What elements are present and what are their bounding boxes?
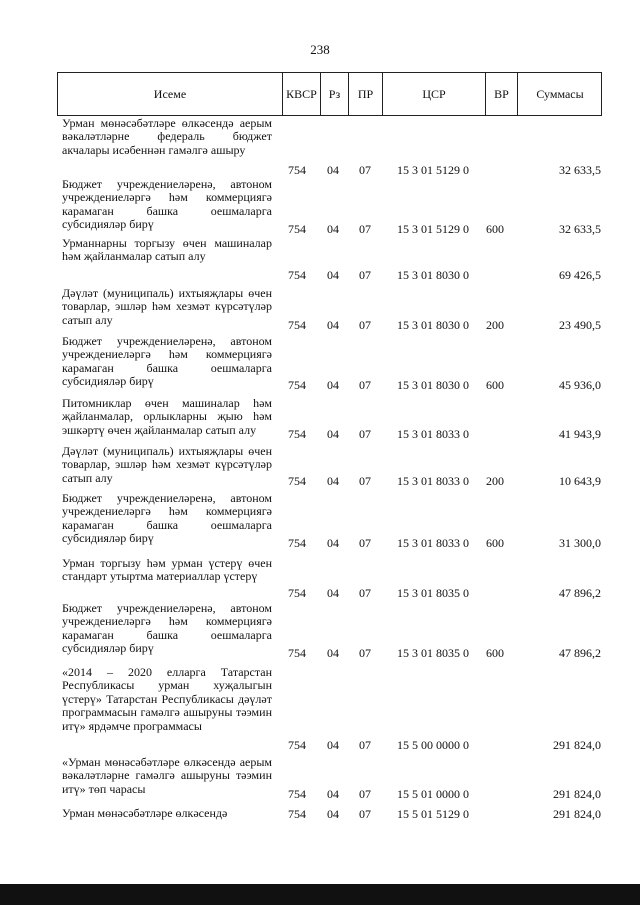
row-pr: 07 bbox=[359, 317, 371, 332]
row-kbsr: 754 bbox=[288, 806, 306, 821]
row-csr: 15 3 01 8033 0 bbox=[397, 473, 469, 488]
row-name: Дәүләт (муниципаль) ихтыяҗлары өчен товарлар, эшләр һәм хезмәт күрсәтүләр сатып алу bbox=[62, 286, 272, 327]
row-name: «2014 – 2020 елларга Татарстан Республикасы урман хуҗалыгын үстерү» Татарстан Республикасы дәүләт программасын гамәлгә ашыруны тәэмин итү» ярдәмче программасы bbox=[62, 665, 272, 733]
row-pr: 07 bbox=[359, 585, 371, 600]
row-csr: 15 5 01 0000 0 bbox=[397, 786, 469, 801]
row-sum: 47 896,2 bbox=[559, 585, 601, 600]
table-row bbox=[0, 805, 640, 821]
row-sum: 32 633,5 bbox=[559, 162, 601, 177]
row-rz: 04 bbox=[327, 535, 339, 550]
row-csr: 15 3 01 8030 0 bbox=[397, 267, 469, 282]
row-csr: 15 3 01 8033 0 bbox=[397, 535, 469, 550]
row-sum: 291 824,0 bbox=[553, 806, 601, 821]
row-rz: 04 bbox=[327, 267, 339, 282]
table-row bbox=[0, 492, 640, 550]
row-rz: 04 bbox=[327, 645, 339, 660]
row-kbsr: 754 bbox=[288, 585, 306, 600]
row-vr: 200 bbox=[486, 473, 504, 488]
row-name: Урман мөнәсәбәтләре өлкәсендә bbox=[62, 806, 228, 820]
row-vr: 600 bbox=[486, 535, 504, 550]
row-name: Урманнарны торгызу өчен машиналар һәм җайланмалар сатып алу bbox=[62, 236, 272, 264]
table-row bbox=[0, 287, 640, 332]
row-vr: 200 bbox=[486, 317, 504, 332]
row-kbsr: 754 bbox=[288, 535, 306, 550]
row-csr: 15 3 01 8035 0 bbox=[397, 585, 469, 600]
row-kbsr: 754 bbox=[288, 645, 306, 660]
table-row bbox=[0, 178, 640, 236]
row-kbsr: 754 bbox=[288, 737, 306, 752]
table-row bbox=[0, 397, 640, 441]
row-rz: 04 bbox=[327, 317, 339, 332]
row-pr: 07 bbox=[359, 737, 371, 752]
row-sum: 32 633,5 bbox=[559, 221, 601, 236]
row-rz: 04 bbox=[327, 806, 339, 821]
row-rz: 04 bbox=[327, 585, 339, 600]
row-sum: 31 300,0 bbox=[559, 535, 601, 550]
row-name: Питомниклар өчен машиналар һәм җайланмалар, орлыкларны җыю һәм эшкәртү өчен җайланмалар сатып алу bbox=[62, 396, 272, 437]
row-name: Дәүләт (муниципаль) ихтыяҗлары өчен товарлар, эшләр һәм хезмәт күрсәтүләр сатып алу bbox=[62, 444, 272, 485]
row-kbsr: 754 bbox=[288, 377, 306, 392]
row-sum: 291 824,0 bbox=[553, 737, 601, 752]
row-sum: 69 426,5 bbox=[559, 267, 601, 282]
row-csr: 15 3 01 8030 0 bbox=[397, 377, 469, 392]
row-rz: 04 bbox=[327, 162, 339, 177]
row-rz: 04 bbox=[327, 737, 339, 752]
row-sum: 45 936,0 bbox=[559, 377, 601, 392]
row-csr: 15 3 01 5129 0 bbox=[397, 162, 469, 177]
row-name: Бюджет учреждениеләренә, автоном учреждениеләргә һәм коммерциягә карамаган башка оешмаларга субсидияләр бирү bbox=[62, 491, 272, 546]
row-name: Урман торгызу һәм урман үстерү өчен стандарт утыртма материаллар үстерү bbox=[62, 556, 272, 584]
table-row bbox=[0, 666, 640, 752]
row-kbsr: 754 bbox=[288, 267, 306, 282]
row-csr: 15 3 01 5129 0 bbox=[397, 221, 469, 236]
row-vr: 600 bbox=[486, 221, 504, 236]
row-kbsr: 754 bbox=[288, 473, 306, 488]
page-number: 238 bbox=[310, 42, 330, 57]
row-sum: 23 490,5 bbox=[559, 317, 601, 332]
row-rz: 04 bbox=[327, 473, 339, 488]
row-pr: 07 bbox=[359, 473, 371, 488]
row-kbsr: 754 bbox=[288, 786, 306, 801]
scan-border bbox=[0, 884, 640, 905]
row-pr: 07 bbox=[359, 535, 371, 550]
row-name: Урман мөнәсәбәтләре өлкәсендә аерым вәкаләтләрне федераль бюджет акчалары исәбеннән гамәлгә ашыру bbox=[62, 116, 272, 157]
row-rz: 04 bbox=[327, 786, 339, 801]
row-sum: 291 824,0 bbox=[553, 786, 601, 801]
row-rz: 04 bbox=[327, 426, 339, 441]
row-csr: 15 5 01 5129 0 bbox=[397, 806, 469, 821]
row-rz: 04 bbox=[327, 377, 339, 392]
column-header-pr: ПР bbox=[348, 73, 382, 115]
table-row bbox=[0, 445, 640, 488]
row-name: Бюджет учреждениеләренә, автоном учреждениеләргә һәм коммерциягә карамаган башка оешмаларга субсидияләр бирү bbox=[62, 177, 272, 232]
column-header-name: Исеме bbox=[153, 86, 187, 101]
row-pr: 07 bbox=[359, 221, 371, 236]
table-row bbox=[0, 117, 640, 177]
row-vr: 600 bbox=[486, 645, 504, 660]
row-sum: 47 896,2 bbox=[559, 645, 601, 660]
table-header bbox=[57, 72, 602, 116]
table-row bbox=[0, 237, 640, 282]
row-name: Бюджет учреждениеләренә, автоном учреждениеләргә һәм коммерциягә карамаган башка оешмаларга субсидияләр бирү bbox=[62, 601, 272, 656]
row-pr: 07 bbox=[359, 426, 371, 441]
row-csr: 15 3 01 8030 0 bbox=[397, 317, 469, 332]
table-row bbox=[0, 335, 640, 392]
row-kbsr: 754 bbox=[288, 162, 306, 177]
column-header-kbsr: КВСР bbox=[282, 73, 320, 115]
row-pr: 07 bbox=[359, 162, 371, 177]
row-rz: 04 bbox=[327, 221, 339, 236]
row-vr: 600 bbox=[486, 377, 504, 392]
row-name: Бюджет учреждениеләренә, автоном учреждениеләргә һәм коммерциягә карамаган башка оешмаларга субсидияләр бирү bbox=[62, 334, 272, 389]
row-pr: 07 bbox=[359, 786, 371, 801]
column-header-csr: ЦСР bbox=[382, 73, 485, 115]
row-sum: 10 643,9 bbox=[559, 473, 601, 488]
table-row bbox=[0, 557, 640, 600]
column-header-rz: Рз bbox=[320, 73, 348, 115]
row-csr: 15 3 01 8035 0 bbox=[397, 645, 469, 660]
row-name: «Урман мөнәсәбәтләре өлкәсендә аерым вәкаләтләрне гамәлгә ашыруны тәэмин итү» төп чарасы bbox=[62, 755, 272, 796]
table-row bbox=[0, 756, 640, 801]
column-header-vr: ВР bbox=[485, 73, 517, 115]
row-csr: 15 5 00 0000 0 bbox=[397, 737, 469, 752]
row-kbsr: 754 bbox=[288, 426, 306, 441]
column-header-sum: Суммасы bbox=[517, 73, 602, 115]
row-kbsr: 754 bbox=[288, 221, 306, 236]
row-pr: 07 bbox=[359, 645, 371, 660]
row-kbsr: 754 bbox=[288, 317, 306, 332]
table-row bbox=[0, 602, 640, 660]
row-pr: 07 bbox=[359, 377, 371, 392]
row-sum: 41 943,9 bbox=[559, 426, 601, 441]
row-pr: 07 bbox=[359, 806, 371, 821]
row-csr: 15 3 01 8033 0 bbox=[397, 426, 469, 441]
row-pr: 07 bbox=[359, 267, 371, 282]
